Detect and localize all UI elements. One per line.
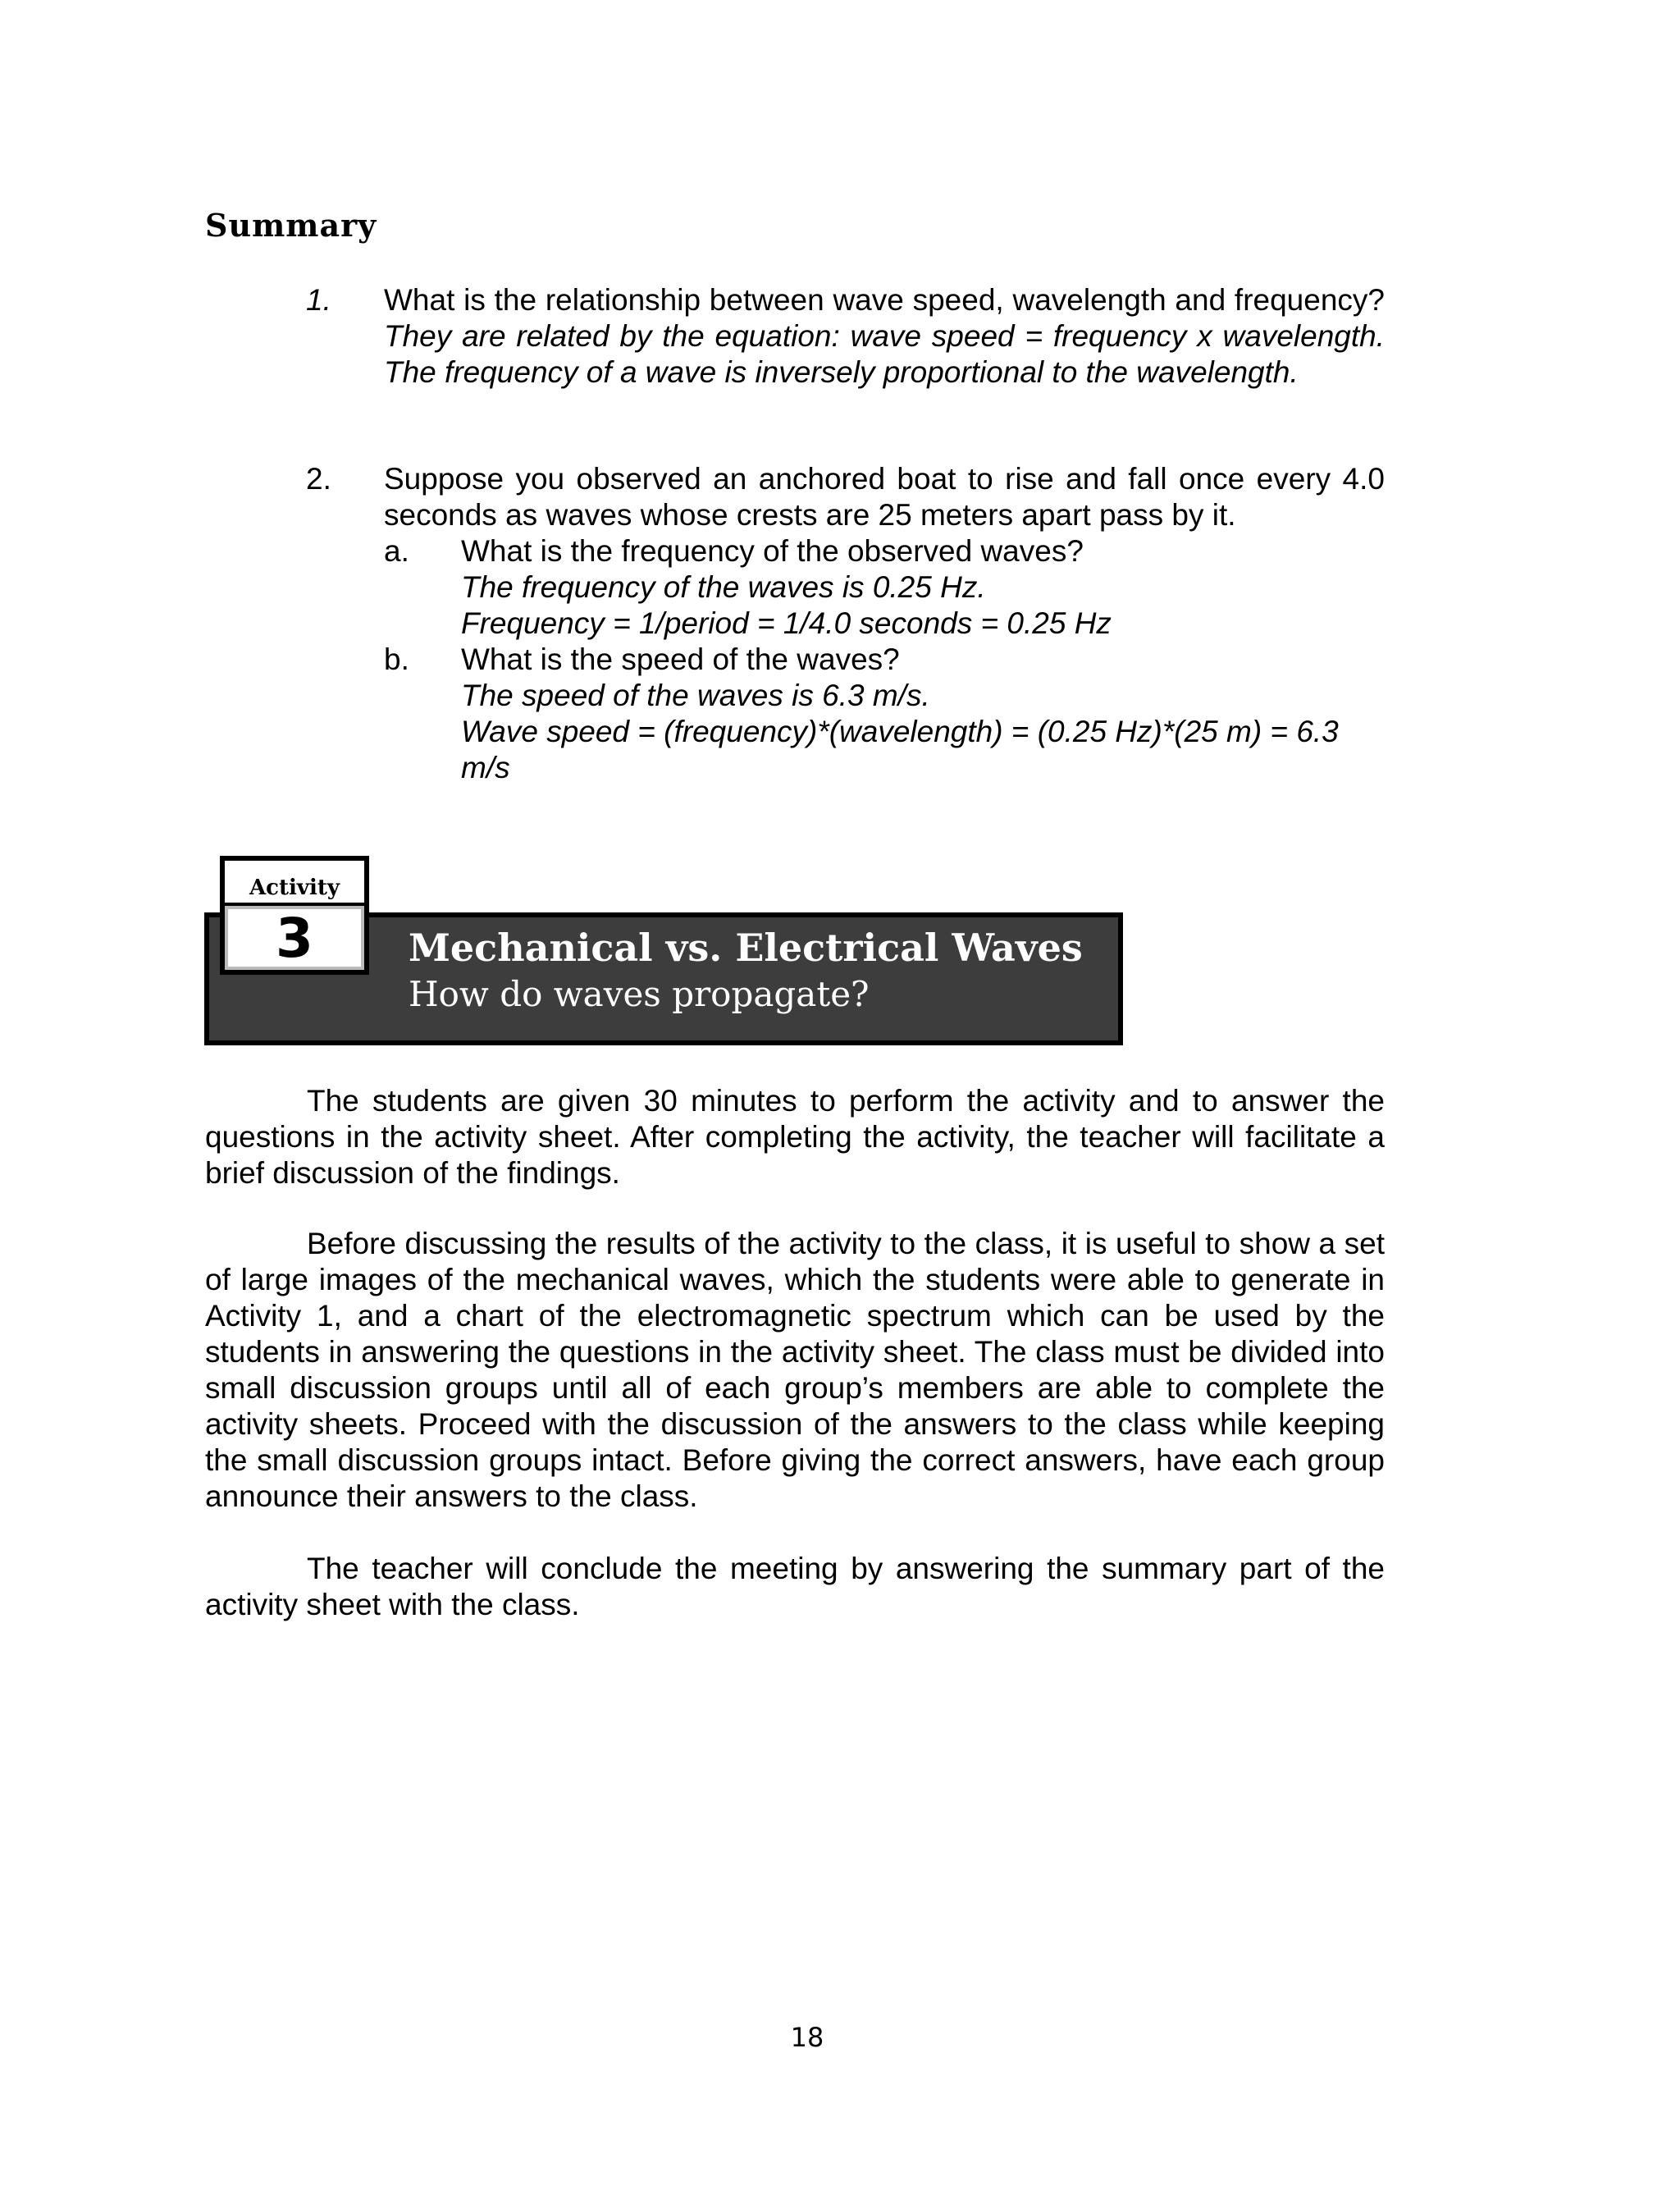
activity-label: Activity [249,876,340,900]
activity-subtitle: How do waves propagate? [409,974,870,1014]
paragraph-1: The students are given 30 minutes to perform the activity and to answer the questions in the activity sheet. After completing the activity, the teacher will facilitate a brief discussion of the findings. [205,1084,1385,1190]
subquestion-letter-a: a. [384,534,409,568]
subquestion-b-answer-2: Wave speed = (frequency)*(wavelength) = (0.25 Hz)*(25 m) = 6.3 m/s [461,715,1339,784]
question-text: Suppose you observed an anchored boat to rise and fall once every 4.0 seconds as waves whose crests are 25 meters apart pass by it. [384,462,1385,532]
activity-title: Mechanical vs. Electrical Waves [409,926,1083,970]
question-body [384,282,1385,391]
subquestion-a-text: What is the frequency of the observed waves? [461,534,1084,568]
question-number: 1. [306,283,331,317]
subquestion-b [461,642,1372,786]
subquestion-a [461,533,1385,642]
subquestion-b-answer-1: The speed of the waves is 6.3 m/s. [461,679,930,712]
paragraph-2: Before discussing the results of the activity to the class, it is useful to show a set of large images of the mechanical waves, which the students were able to generate in Activity 1, and a chart of the electromagnetic spectrum which can be used by the students in answering the questions in the activity sheet. The class must be divided into small discussion groups until all of each group’s members are able to complete the activity sheets. Proceed with the discussion of the answers to the class while keeping the small discussion groups intact. Before giving the correct answers, have each group announce their answers to the class. [205,1227,1385,1513]
subquestion-b-text: What is the speed of the waves? [461,642,900,676]
activity-number-box [220,903,369,975]
subquestion-a-answer-2: Frequency = 1/period = 1/4.0 seconds = 0.25 Hz [461,606,1112,640]
page-number: 18 [790,2022,824,2053]
subquestion-letter-b: b. [384,642,409,676]
answer-text: They are related by the equation: wave speed = frequency x wavelength. The frequency of a wave is inversely proportional to the wavelength. [384,319,1385,389]
question-text: What is the relationship between wave speed, wavelength and frequency? [384,283,1385,317]
subquestion-a-answer-1: The frequency of the waves is 0.25 Hz. [461,570,986,604]
activity-number: 3 [276,907,313,970]
paragraph-3: The teacher will conclude the meeting by answering the summary part of the activity sheet with the class. [205,1552,1385,1621]
summary-heading: Summary [205,207,377,244]
question-number: 2. [306,462,331,496]
